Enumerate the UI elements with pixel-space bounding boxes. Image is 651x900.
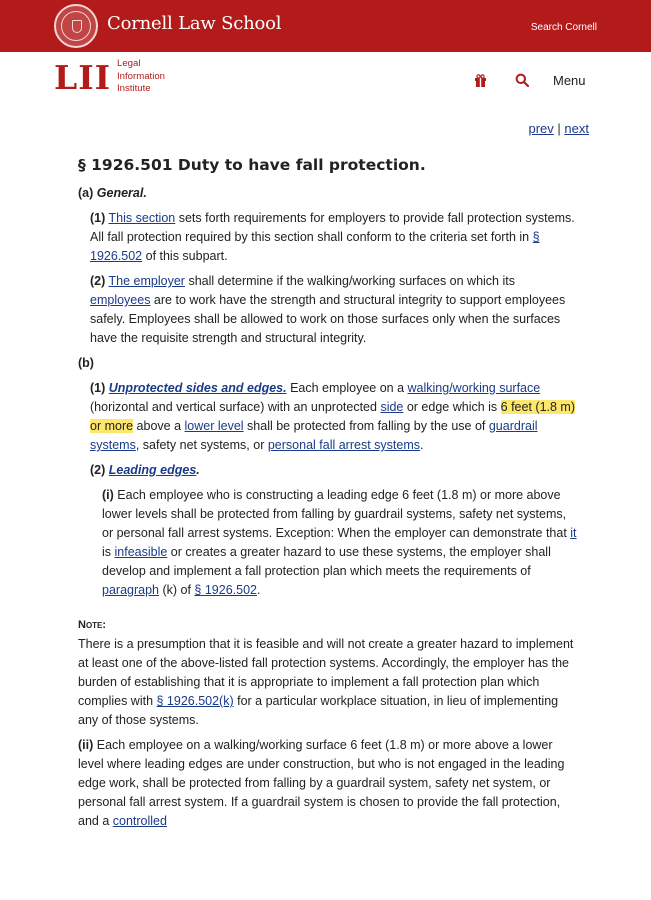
it-link[interactable]: it	[570, 526, 577, 540]
paragraph-b2-ii: (ii) Each employee on a walking/working surface 6 feet (1.8 m) or more above a lower level where leading edges are under construction, but who is not engaged in the leading edge work, shall be protected from falling by a guardrail system, safety net system, or personal fall arrest system. If a guardrail system is chosen to provide the fall protection, and a controlled	[78, 738, 565, 828]
infeasible-link[interactable]: infeasible	[114, 545, 168, 559]
employees-link[interactable]: employees	[90, 293, 151, 307]
search-icon[interactable]	[515, 73, 529, 87]
personal-fall-arrest-systems-link[interactable]: personal fall arrest systems	[267, 438, 420, 452]
leading-edges-link[interactable]: Leading edges	[108, 463, 197, 477]
note-text: There is a presumption that it is feasible and will not create a greater hazard to implement at least one of the above-listed fall protection systems. Accordingly, the employer has the burden of establishing that it is appropriate to implement a fall protection plan which complies with § 1926.502(k) for a particular workplace situation, in lieu of implementing any of those systems.	[78, 637, 574, 727]
page-title: § 1926.501 Duty to have fall protection.	[78, 156, 426, 174]
highlighted-text: 6 feet (1.8 m) or more	[90, 400, 575, 433]
guardrail-systems-link[interactable]: guardrail systems	[90, 419, 538, 452]
paragraph-b: (b)	[78, 356, 94, 370]
prev-next-nav	[528, 121, 589, 136]
this-section-link[interactable]: This section	[108, 211, 176, 225]
unprotected-sides-link[interactable]: Unprotected sides and edges.	[108, 381, 287, 395]
paragraph-a: (a) General.	[78, 186, 147, 200]
walking-working-surface-link[interactable]: walking/working surface	[407, 381, 541, 395]
controlled-link[interactable]: controlled	[112, 814, 167, 828]
paragraph-b2: (2) Leading edges.	[90, 463, 200, 477]
pager-separator: |	[557, 121, 561, 136]
search-cornell-link[interactable]: Search Cornell	[530, 22, 597, 33]
section-1926-502-link-2[interactable]: § 1926.502	[194, 583, 257, 597]
cornell-law-school-link[interactable]: Cornell Law School	[107, 13, 282, 34]
menu-button[interactable]: Menu	[553, 73, 586, 88]
next-link[interactable]: next	[564, 121, 589, 136]
cornell-header-bar	[0, 0, 651, 52]
note-label: Note:	[78, 619, 107, 631]
cornell-seal-icon[interactable]	[54, 4, 98, 48]
paragraph-link[interactable]: paragraph	[102, 583, 159, 597]
section-1926-502-link[interactable]: § 1926.502	[90, 230, 540, 263]
paragraph-a2: (2) The employer shall determine if the walking/working surfaces on which its employees are to work have the strength and structural integrity to support employees safely. Employees shall be allowed to work on those surfaces only when the surfaces have the requisite strength and structural integrity.	[90, 274, 566, 345]
paragraph-b2-i: (i) Each employee who is constructing a leading edge 6 feet (1.8 m) or more above lower levels shall be protected from falling by guardrail systems, safety net systems, or personal fall arrest systems. Exception: When the employer can demonstrate that it is infeasible or creates a greater hazard to use these systems, the employer shall develop and implement a fall protection plan which meets the requirements of paragraph (k) of § 1926.502.	[102, 488, 577, 597]
gift-icon[interactable]	[474, 74, 487, 87]
the-employer-link[interactable]: The employer	[108, 274, 185, 288]
lower-level-link[interactable]: lower level	[184, 419, 244, 433]
side-link[interactable]: side	[380, 400, 404, 414]
lii-logo-letters: LII	[54, 58, 112, 97]
prev-link[interactable]: prev	[528, 121, 554, 136]
lii-logo-text[interactable]: Legal Information Institute	[117, 58, 165, 94]
paragraph-b1: (1) Unprotected sides and edges. Each employee on a walking/working surface (horizontal and vertical surface) with an unprotected side or edge which is 6 feet (1.8 m) or more above a lower level shall be protected from falling by the use of guardrail systems, safety net systems, or personal fall arrest systems.	[90, 381, 575, 452]
paragraph-a-heading: General.	[96, 186, 147, 200]
regulation-content	[78, 156, 578, 837]
section-1926-502k-link[interactable]: § 1926.502(k)	[156, 694, 234, 708]
lii-logo[interactable]	[54, 60, 112, 96]
paragraph-a1: (1) This section sets forth requirements for employers to provide fall protection systems. All fall protection required by this section shall conform to the criteria set forth in § 1926.502 of this subpart.	[90, 211, 575, 263]
